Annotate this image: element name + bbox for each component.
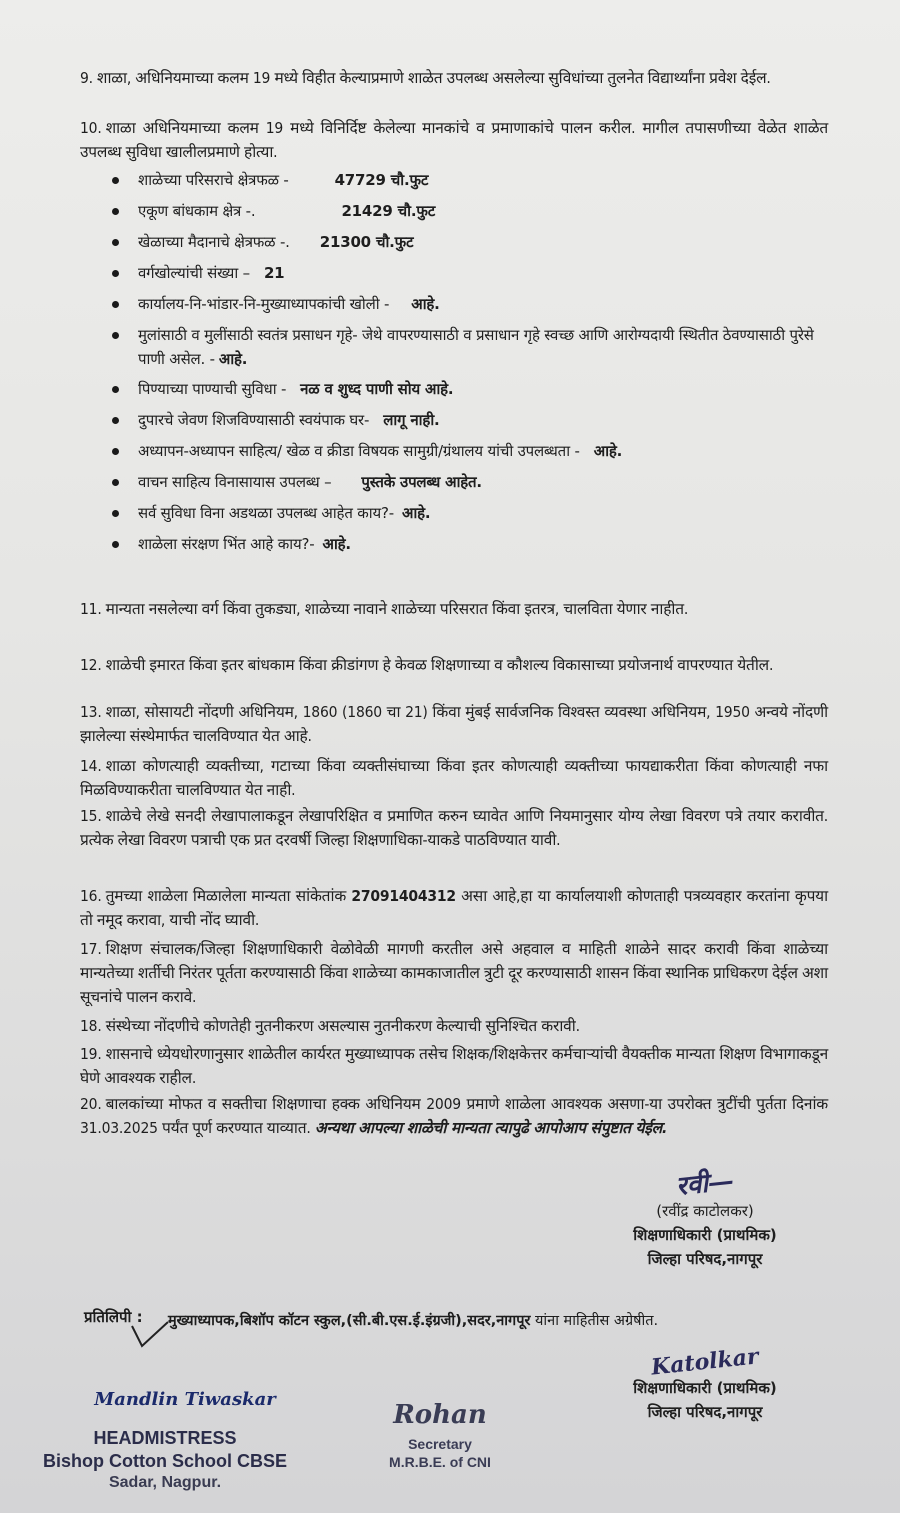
bullet-icon [112,541,119,548]
copy-label: प्रतिलिपी : [84,1308,143,1326]
bullet-icon [112,332,119,339]
bullet-icon [112,208,119,215]
warning-text: अन्यथा आपल्या शाळेची मान्यता त्यापुढे आपोआप संपुष्टात येईल. [314,1119,668,1137]
clause-15: 15. शाळेचे लेखे सनदी लेखापालाकडून लेखापरिक्षित व प्रमाणित करुन घ्यावेत आणि नियमानुसार योग्य लेखा विवरण पत्रे तयार करावीत. प्रत्येक लेखा विवरण पत्राची एक प्रत दरवर्षी जिल्हा शिक्षणाधिका-याकडे पाठविण्यात यावी. [80,807,828,849]
clause-17: 17. शिक्षण संचालक/जिल्हा शिक्षणाधिकारी वेळोवेळी मागणी करतील असे अहवाल व माहिती शाळेने सादर करावी किंवा शाळेच्या मान्यतेच्या शर्तीची निरंतर पूर्तता करण्यासाठी किंवा शाळेच्या कामकाजातील त्रुटी दूर करण्यासाठी शासन किंवा स्थानिक प्राधिकरण देईल अशा सूचनांचे पालन करावे. [80,940,828,1006]
bullet-icon [112,448,119,455]
facility-item: वाचन साहित्य विनासायास उपलब्ध – पुस्तके उपलब्ध आहेत. [108,470,828,501]
facilities-list [108,168,828,563]
clause-11: 11. मान्यता नसलेल्या वर्ग किंवा तुकड्या, शाळेच्या नावाने शाळेच्या परिसरात किंवा इतरत्र, चालविता येणार नाहीत. [80,600,689,618]
clause-10: 10. शाळा अधिनियमाच्या कलम 19 मध्ये विनिर्दिष्ट केलेल्या मानकांचे व प्रमाणाकांचे पालन करील. मागील तपासणीच्या वेळेत शाळेत उपलब्ध सुविधा खालीलप्रमाणे होत्या. [80,119,828,161]
secretary-signature: Rohan [393,1400,487,1430]
stamp-title: HEADMISTRESS [93,1428,237,1448]
signatory-name: (रवींद्र काटोलकर) [656,1202,754,1220]
facility-item: शाळेला संरक्षण भिंत आहे काय?- आहे. [108,532,828,563]
clause-text: शाळा, अधिनियमाच्या कलम 19 मध्ये विहीत केल्याप्रमाणे शाळेत उपलब्ध असलेल्या सुविधांच्या तुलनेत विद्यार्थ्यांना प्रवेश देईल. [96,69,771,87]
facility-item: पिण्याच्या पाण्याची सुविधा - नळ व शुध्द पाणी सोय आहे. [108,377,828,408]
facility-item: कार्यालय-नि-भांडार-नि-मुख्याध्यापकांची खोली - आहे. [108,292,828,323]
facility-item: दुपारचे जेवण शिजविण्यासाठी स्वयंपाक घर- लागू नाही. [108,408,828,439]
facility-item: एकूण बांधकाम क्षेत्र -. 21429 चौ.फुट [108,199,828,230]
facility-item: अध्यापन-अध्यापन साहित्य/ खेळ व क्रीडा विषयक सामुग्री/ग्रंथालय यांची उपलब्धता - आहे. [108,439,828,470]
checkmark-icon [130,1318,170,1348]
signatory-office: जिल्हा परिषद,नागपूर [647,1250,763,1268]
bullet-icon [112,417,119,424]
headmistress-signature: Mandlin Tiwaskar [94,1389,276,1410]
bullet-icon [112,239,119,246]
facility-item: मुलांसाठी व मुलींसाठी स्वतंत्र प्रसाधन गृहे- जेथे वापरण्यासाठी व प्रसाधान गृहे स्वच्छ आणि आरोग्यदायी स्थितीत ठेवण्यासाठी पुरेसे पाणी असेल. - आहे. [108,323,828,377]
clause-text: शाळा अधिनियमाच्या कलम 19 मध्ये विनिर्दिष्ट केलेल्या मानकांचे व प्रमाणाकांचे पालन करील. मागील तपासणीच्या वेळेत शाळेत उपलब्ध सुविधा खालीलप्रमाणे होत्या. [80,119,828,161]
clause-13: 13. शाळा, सोसायटी नोंदणी अधिनियम, 1860 (1860 चा 21) किंवा मुंबई सार्वजनिक विश्वस्त व्यवस्था अधिनियम, 1950 अन्वये नोंदणी झालेल्या संस्थेमार्फत चालविण्यात येत आहे. [80,703,828,745]
clause-12: 12. शाळेची इमारत किंवा इतर बांधकाम किंवा क्रीडांगण हे केवळ शिक्षणाच्या व कौशल्य विकासाच्या प्रयोजनार्थ वापरण्यात येतील. [80,656,774,674]
bullet-icon [112,510,119,517]
headmistress-stamp [30,1390,300,1494]
clause-19: 19. शासनाचे ध्येयधोरणानुसार शाळेतील कार्यरत मुख्याध्यापक तसेच शिक्षक/शिक्षकेत्तर कर्मचाऱ्यांची वैयक्तीक मान्यता शिक्षण विभागाकडून घेणे आवश्यक राहील. [80,1045,828,1087]
facility-item: शाळेच्या परिसराचे क्षेत्रफळ - 47729 चौ.फुट [108,168,828,199]
clause-9: 9. शाळा, अधिनियमाच्या कलम 19 मध्ये विहीत केल्याप्रमाणे शाळेत उपलब्ध असलेल्या सुविधांच्या तुलनेत विद्यार्थ्यांना प्रवेश देईल. [80,69,771,87]
bullet-icon [112,270,119,277]
countersign-office: जिल्हा परिषद,नागपूर [647,1403,763,1421]
stamp-title: Secretary [408,1436,472,1452]
clause-16: 16. तुमच्या शाळेला मिळालेला मान्यता सांकेतांक 27091404312 असा आहे,हा या कार्यालयाशी कोणताही पत्रव्यवहार करतांना कृपया तो नमूद करावा, याची नोंद घ्यावी. [80,887,828,929]
copy-recipient: मुख्याध्यापक,बिशॉप कॉटन स्कुल,(सी.बी.एस.ई.इंग्रजी),सदर,नागपूर यांना माहितीस अग्रेषीत. [168,1313,659,1329]
secretary-stamp [360,1395,520,1471]
signatory-block [600,1166,810,1271]
stamp-school: Bishop Cotton School CBSE [43,1451,287,1471]
countersign-designation: शिक्षणाधिकारी (प्राथमिक) [633,1379,777,1397]
facility-item: वर्गखोल्यांची संख्या – 21 [108,261,828,292]
bullet-icon [112,301,119,308]
bullet-icon [112,177,119,184]
clause-14: 14. शाळा कोणत्याही व्यक्तीच्या, गटाच्या किंवा व्यक्तीसंघाच्या किंवा इतर कोणत्याही व्यक्तीच्या फायद्याकरीता किंवा कोणत्याही नफा मिळविण्याकरीता चालविण्यात येत नाही. [80,757,828,799]
bullet-icon [112,386,119,393]
handwritten-signature: Katolkar [650,1343,760,1381]
stamp-place: Sadar, Nagpur. [108,1474,222,1491]
signatory-designation: शिक्षणाधिकारी (प्राथमिक) [633,1226,777,1244]
facility-item: सर्व सुविधा विना अडथळा उपलब्ध आहेत काय?- आहे. [108,501,828,532]
bullet-icon [112,479,119,486]
handwritten-signature: रवी— [674,1166,736,1202]
countersign-block [605,1343,805,1424]
recognition-code: 27091404312 [351,887,456,905]
facility-item: खेळाच्या मैदानाचे क्षेत्रफळ -. 21300 चौ.फुट [108,230,828,261]
stamp-org: M.R.B.E. of CNI [389,1454,491,1470]
clause-20: 20. बालकांच्या मोफत व सक्तीचा शिक्षणाचा हक्क अधिनियम 2009 प्रमाणे शाळेला आवश्यक असणा-या उपरोक्त त्रुटींची पुर्तता दिनांक 31.03.2025 पर्यंत पूर्ण करण्यात याव्यात. अन्यथा आपल्या शाळेची मान्यता त्यापुढे आपोआप संपुष्टात येईल. [80,1095,828,1137]
clause-18: 18. संस्थेच्या नोंदणीचे कोणतेही नुतनीकरण असल्यास नुतनीकरण केल्याची सुनिश्चित करावी. [80,1017,580,1035]
